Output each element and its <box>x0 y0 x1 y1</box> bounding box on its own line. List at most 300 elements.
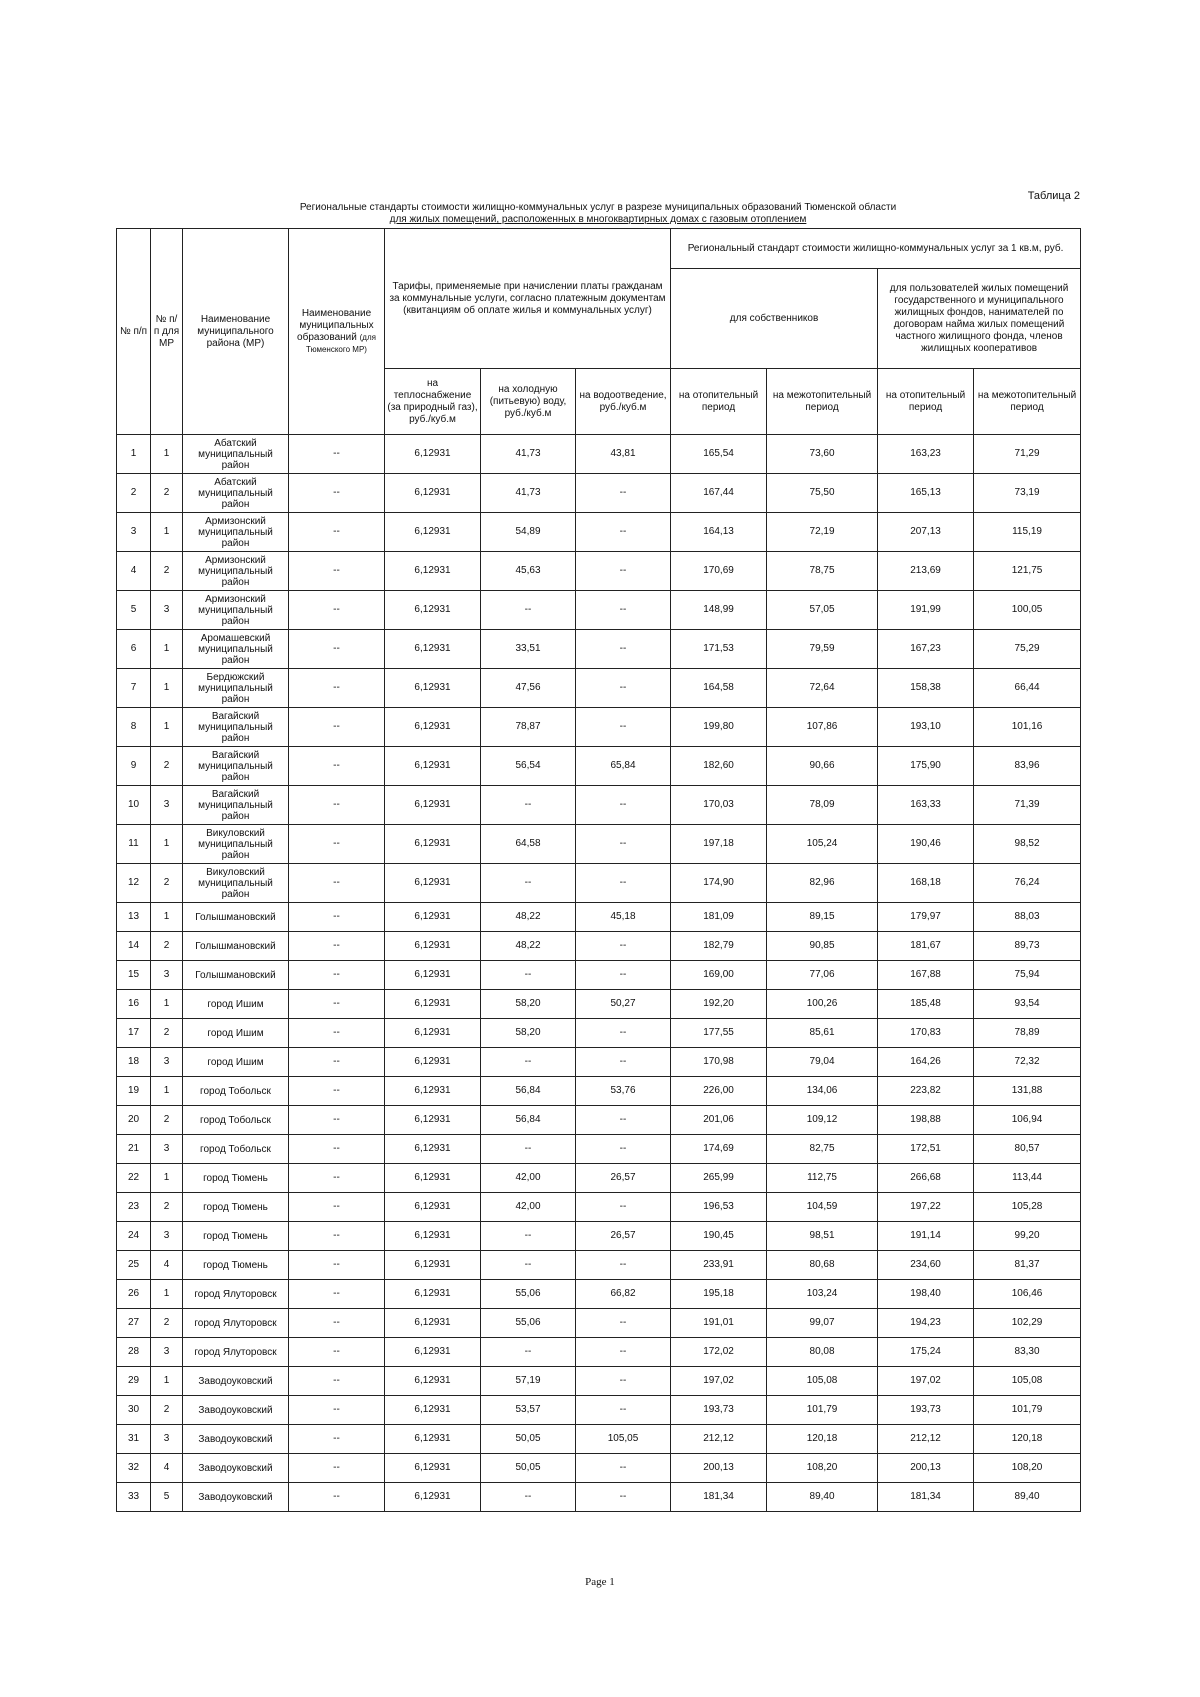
table-header <box>117 229 1081 435</box>
row-municipality: -- <box>289 669 385 708</box>
row-num: 29 <box>117 1367 151 1396</box>
row-municipality: -- <box>289 1251 385 1280</box>
row-num-mr: 1 <box>151 630 183 669</box>
row-drainage: -- <box>576 630 671 669</box>
row-num: 3 <box>117 513 151 552</box>
row-municipality: -- <box>289 903 385 932</box>
row-district: Заводоуковский <box>183 1454 289 1483</box>
row-tenants-heating: 165,13 <box>878 474 974 513</box>
row-num: 12 <box>117 864 151 903</box>
standards-table <box>116 228 1081 1512</box>
row-drainage: -- <box>576 669 671 708</box>
header-num: № п/п <box>117 229 151 435</box>
row-municipality: -- <box>289 630 385 669</box>
row-tenants-heating: 179,97 <box>878 903 974 932</box>
row-owners-non-heating: 101,79 <box>767 1396 878 1425</box>
row-heat-tariff: 6,12931 <box>385 1309 481 1338</box>
row-owners-non-heating: 79,04 <box>767 1048 878 1077</box>
row-tenants-heating: 198,40 <box>878 1280 974 1309</box>
row-drainage: -- <box>576 864 671 903</box>
table-row <box>117 1280 1081 1309</box>
row-owners-non-heating: 80,08 <box>767 1338 878 1367</box>
row-cold-water: 56,54 <box>481 747 576 786</box>
table-row <box>117 747 1081 786</box>
row-cold-water: 50,05 <box>481 1454 576 1483</box>
row-num-mr: 3 <box>151 1222 183 1251</box>
row-num: 25 <box>117 1251 151 1280</box>
header-municipality <box>289 229 385 435</box>
row-tenants-heating: 197,22 <box>878 1193 974 1222</box>
row-district: город Тобольск <box>183 1135 289 1164</box>
document-title <box>116 202 1080 226</box>
row-num: 1 <box>117 435 151 474</box>
header-district: Наименование муниципального района (МР) <box>183 229 289 435</box>
row-tenants-non-heating: 73,19 <box>974 474 1081 513</box>
row-num: 20 <box>117 1106 151 1135</box>
row-tenants-non-heating: 66,44 <box>974 669 1081 708</box>
row-cold-water: -- <box>481 1338 576 1367</box>
row-tenants-heating: 158,38 <box>878 669 974 708</box>
table-row <box>117 786 1081 825</box>
row-owners-heating: 164,58 <box>671 669 767 708</box>
row-cold-water: -- <box>481 1251 576 1280</box>
row-cold-water: 55,06 <box>481 1309 576 1338</box>
row-tenants-heating: 181,67 <box>878 932 974 961</box>
row-owners-non-heating: 112,75 <box>767 1164 878 1193</box>
row-num-mr: 1 <box>151 708 183 747</box>
row-cold-water: -- <box>481 864 576 903</box>
row-tenants-non-heating: 131,88 <box>974 1077 1081 1106</box>
row-cold-water: -- <box>481 591 576 630</box>
row-owners-heating: 170,98 <box>671 1048 767 1077</box>
header-drainage-tariff: на водоотведение, руб./куб.м <box>576 369 671 435</box>
row-tenants-heating: 191,14 <box>878 1222 974 1251</box>
row-owners-non-heating: 105,08 <box>767 1367 878 1396</box>
header-cold-water-tariff: на холодную (питьевую) воду, руб./куб.м <box>481 369 576 435</box>
row-heat-tariff: 6,12931 <box>385 1106 481 1135</box>
row-owners-heating: 197,18 <box>671 825 767 864</box>
row-owners-heating: 167,44 <box>671 474 767 513</box>
row-district: Заводоуковский <box>183 1367 289 1396</box>
table-row <box>117 1135 1081 1164</box>
row-drainage: -- <box>576 1251 671 1280</box>
table-row <box>117 961 1081 990</box>
row-heat-tariff: 6,12931 <box>385 1454 481 1483</box>
row-owners-heating: 199,80 <box>671 708 767 747</box>
header-tenants-heating: на отопительный период <box>878 369 974 435</box>
row-num-mr: 3 <box>151 1135 183 1164</box>
row-owners-non-heating: 104,59 <box>767 1193 878 1222</box>
row-tenants-heating: 191,99 <box>878 591 974 630</box>
row-owners-heating: 192,20 <box>671 990 767 1019</box>
table-row <box>117 1338 1081 1367</box>
row-cold-water: 42,00 <box>481 1164 576 1193</box>
row-municipality: -- <box>289 1077 385 1106</box>
row-municipality: -- <box>289 435 385 474</box>
row-owners-heating: 191,01 <box>671 1309 767 1338</box>
header-municipality-label: Наименование муниципальных образований <box>297 307 374 343</box>
row-num: 10 <box>117 786 151 825</box>
row-tenants-non-heating: 83,30 <box>974 1338 1081 1367</box>
row-municipality: -- <box>289 708 385 747</box>
header-owners: для собственников <box>671 269 878 369</box>
row-tenants-heating: 163,33 <box>878 786 974 825</box>
row-num: 14 <box>117 932 151 961</box>
row-district: Викуловский муниципальный район <box>183 825 289 864</box>
row-cold-water: 41,73 <box>481 474 576 513</box>
row-cold-water: 54,89 <box>481 513 576 552</box>
row-owners-non-heating: 78,75 <box>767 552 878 591</box>
row-municipality: -- <box>289 1193 385 1222</box>
row-num-mr: 2 <box>151 747 183 786</box>
row-owners-non-heating: 103,24 <box>767 1280 878 1309</box>
row-num: 16 <box>117 990 151 1019</box>
row-owners-heating: 165,54 <box>671 435 767 474</box>
row-num-mr: 3 <box>151 1048 183 1077</box>
row-district: Заводоуковский <box>183 1483 289 1512</box>
row-num-mr: 5 <box>151 1483 183 1512</box>
row-owners-heating: 181,09 <box>671 903 767 932</box>
row-owners-non-heating: 105,24 <box>767 825 878 864</box>
row-heat-tariff: 6,12931 <box>385 1048 481 1077</box>
row-municipality: -- <box>289 1019 385 1048</box>
row-tenants-heating: 163,23 <box>878 435 974 474</box>
row-cold-water: -- <box>481 786 576 825</box>
row-district: Абатский муниципальный район <box>183 435 289 474</box>
table-row <box>117 1396 1081 1425</box>
row-district: город Ялуторовск <box>183 1338 289 1367</box>
row-tenants-non-heating: 121,75 <box>974 552 1081 591</box>
row-tenants-heating: 207,13 <box>878 513 974 552</box>
row-district: Аромашевский муниципальный район <box>183 630 289 669</box>
row-owners-heating: 201,06 <box>671 1106 767 1135</box>
row-owners-non-heating: 120,18 <box>767 1425 878 1454</box>
row-tenants-heating: 175,24 <box>878 1338 974 1367</box>
row-tenants-heating: 197,02 <box>878 1367 974 1396</box>
row-owners-heating: 170,69 <box>671 552 767 591</box>
row-municipality: -- <box>289 1367 385 1396</box>
row-drainage: -- <box>576 825 671 864</box>
row-num: 17 <box>117 1019 151 1048</box>
row-num: 30 <box>117 1396 151 1425</box>
table-row <box>117 591 1081 630</box>
row-owners-heating: 181,34 <box>671 1483 767 1512</box>
row-tenants-heating: 190,46 <box>878 825 974 864</box>
row-heat-tariff: 6,12931 <box>385 903 481 932</box>
row-owners-non-heating: 99,07 <box>767 1309 878 1338</box>
row-cold-water: 53,57 <box>481 1396 576 1425</box>
row-owners-non-heating: 82,96 <box>767 864 878 903</box>
row-num-mr: 2 <box>151 1193 183 1222</box>
table-row <box>117 435 1081 474</box>
row-num-mr: 2 <box>151 1309 183 1338</box>
row-num-mr: 4 <box>151 1251 183 1280</box>
row-num: 15 <box>117 961 151 990</box>
row-heat-tariff: 6,12931 <box>385 932 481 961</box>
table-row <box>117 1425 1081 1454</box>
row-owners-non-heating: 73,60 <box>767 435 878 474</box>
row-municipality: -- <box>289 1338 385 1367</box>
table-row <box>117 1454 1081 1483</box>
row-tenants-non-heating: 89,73 <box>974 932 1081 961</box>
row-owners-non-heating: 90,85 <box>767 932 878 961</box>
row-owners-heating: 196,53 <box>671 1193 767 1222</box>
row-tenants-heating: 234,60 <box>878 1251 974 1280</box>
row-municipality: -- <box>289 1048 385 1077</box>
row-num: 28 <box>117 1338 151 1367</box>
row-tenants-non-heating: 100,05 <box>974 591 1081 630</box>
table-row <box>117 1106 1081 1135</box>
row-num-mr: 1 <box>151 903 183 932</box>
row-tenants-non-heating: 101,79 <box>974 1396 1081 1425</box>
row-heat-tariff: 6,12931 <box>385 864 481 903</box>
row-cold-water: 33,51 <box>481 630 576 669</box>
row-cold-water: -- <box>481 1483 576 1512</box>
row-num: 11 <box>117 825 151 864</box>
row-drainage: 43,81 <box>576 435 671 474</box>
row-num-mr: 1 <box>151 669 183 708</box>
row-heat-tariff: 6,12931 <box>385 1251 481 1280</box>
row-district: город Тюмень <box>183 1222 289 1251</box>
row-heat-tariff: 6,12931 <box>385 961 481 990</box>
row-tenants-heating: 175,90 <box>878 747 974 786</box>
row-drainage: -- <box>576 1396 671 1425</box>
table-row <box>117 474 1081 513</box>
row-tenants-non-heating: 88,03 <box>974 903 1081 932</box>
row-municipality: -- <box>289 1483 385 1512</box>
row-owners-non-heating: 57,05 <box>767 591 878 630</box>
row-num: 8 <box>117 708 151 747</box>
row-cold-water: 47,56 <box>481 669 576 708</box>
row-owners-heating: 174,90 <box>671 864 767 903</box>
row-owners-heating: 171,53 <box>671 630 767 669</box>
row-heat-tariff: 6,12931 <box>385 786 481 825</box>
row-num-mr: 2 <box>151 474 183 513</box>
row-owners-heating: 170,03 <box>671 786 767 825</box>
row-heat-tariff: 6,12931 <box>385 474 481 513</box>
row-num-mr: 1 <box>151 990 183 1019</box>
row-drainage: 45,18 <box>576 903 671 932</box>
row-owners-non-heating: 82,75 <box>767 1135 878 1164</box>
page-number: Page 1 <box>585 1576 615 1588</box>
row-municipality: -- <box>289 1309 385 1338</box>
row-municipality: -- <box>289 1454 385 1483</box>
row-tenants-heating: 181,34 <box>878 1483 974 1512</box>
row-owners-non-heating: 78,09 <box>767 786 878 825</box>
row-heat-tariff: 6,12931 <box>385 591 481 630</box>
row-owners-heating: 193,73 <box>671 1396 767 1425</box>
row-district: город Ялуторовск <box>183 1309 289 1338</box>
row-cold-water: 56,84 <box>481 1077 576 1106</box>
row-heat-tariff: 6,12931 <box>385 1396 481 1425</box>
row-drainage: 26,57 <box>576 1222 671 1251</box>
table-row <box>117 1251 1081 1280</box>
row-owners-heating: 148,99 <box>671 591 767 630</box>
row-district: Вагайский муниципальный район <box>183 708 289 747</box>
table-row <box>117 1019 1081 1048</box>
table-row <box>117 903 1081 932</box>
row-district: Вагайский муниципальный район <box>183 747 289 786</box>
row-tenants-heating: 167,88 <box>878 961 974 990</box>
row-tenants-non-heating: 75,94 <box>974 961 1081 990</box>
row-district: Армизонский муниципальный район <box>183 552 289 591</box>
table-label: Таблица 2 <box>1027 190 1080 202</box>
row-municipality: -- <box>289 1396 385 1425</box>
row-owners-non-heating: 89,15 <box>767 903 878 932</box>
row-tenants-heating: 213,69 <box>878 552 974 591</box>
row-num: 33 <box>117 1483 151 1512</box>
row-tenants-heating: 266,68 <box>878 1164 974 1193</box>
table-row <box>117 1367 1081 1396</box>
row-drainage: -- <box>576 1019 671 1048</box>
row-heat-tariff: 6,12931 <box>385 990 481 1019</box>
row-num: 32 <box>117 1454 151 1483</box>
header-tenants: для пользователей жилых помещений государственного и муниципального жилищных фондов, нанимателей по договорам найма жилых помещений частного жилищного фонда, членов жилищных кооперативов <box>878 269 1081 369</box>
row-district: Голышмановский <box>183 961 289 990</box>
row-drainage: -- <box>576 1338 671 1367</box>
row-owners-heating: 226,00 <box>671 1077 767 1106</box>
row-num: 24 <box>117 1222 151 1251</box>
row-tenants-non-heating: 101,16 <box>974 708 1081 747</box>
row-district: Заводоуковский <box>183 1396 289 1425</box>
row-municipality: -- <box>289 1106 385 1135</box>
row-tenants-non-heating: 93,54 <box>974 990 1081 1019</box>
row-drainage: -- <box>576 1367 671 1396</box>
row-owners-heating: 169,00 <box>671 961 767 990</box>
row-drainage: 65,84 <box>576 747 671 786</box>
row-municipality: -- <box>289 825 385 864</box>
row-drainage: -- <box>576 1135 671 1164</box>
row-heat-tariff: 6,12931 <box>385 1135 481 1164</box>
row-cold-water: 45,63 <box>481 552 576 591</box>
row-tenants-non-heating: 71,29 <box>974 435 1081 474</box>
row-num: 31 <box>117 1425 151 1454</box>
row-num-mr: 1 <box>151 435 183 474</box>
row-drainage: 50,27 <box>576 990 671 1019</box>
header-owners-heating: на отопительный период <box>671 369 767 435</box>
row-district: город Тюмень <box>183 1193 289 1222</box>
title-line-1: Региональные стандарты стоимости жилищно-коммунальных услуг в разрезе муниципальных образований Тюменской области <box>299 202 897 213</box>
row-cold-water: -- <box>481 961 576 990</box>
row-drainage: -- <box>576 1483 671 1512</box>
row-owners-heating: 174,69 <box>671 1135 767 1164</box>
row-district: город Тобольск <box>183 1077 289 1106</box>
row-cold-water: 55,06 <box>481 1280 576 1309</box>
row-drainage: -- <box>576 591 671 630</box>
row-cold-water: 78,87 <box>481 708 576 747</box>
row-tenants-heating: 194,23 <box>878 1309 974 1338</box>
row-drainage: -- <box>576 1106 671 1135</box>
title-line-2: для жилых помещений, расположенных в многоквартирных домах с газовым отоплением <box>389 214 807 225</box>
row-tenants-heating: 170,83 <box>878 1019 974 1048</box>
row-cold-water: -- <box>481 1222 576 1251</box>
row-num-mr: 1 <box>151 1077 183 1106</box>
row-num: 4 <box>117 552 151 591</box>
row-tenants-non-heating: 120,18 <box>974 1425 1081 1454</box>
row-owners-non-heating: 107,86 <box>767 708 878 747</box>
row-tenants-heating: 172,51 <box>878 1135 974 1164</box>
row-heat-tariff: 6,12931 <box>385 1483 481 1512</box>
row-drainage: -- <box>576 513 671 552</box>
row-num-mr: 4 <box>151 1454 183 1483</box>
header-tenants-non-heating: на межотопительный период <box>974 369 1081 435</box>
row-tenants-non-heating: 72,32 <box>974 1048 1081 1077</box>
row-num-mr: 3 <box>151 961 183 990</box>
row-owners-non-heating: 108,20 <box>767 1454 878 1483</box>
row-tenants-non-heating: 71,39 <box>974 786 1081 825</box>
header-num-mr: № п/п для МР <box>151 229 183 435</box>
row-owners-heating: 172,02 <box>671 1338 767 1367</box>
row-tenants-non-heating: 81,37 <box>974 1251 1081 1280</box>
row-heat-tariff: 6,12931 <box>385 1367 481 1396</box>
row-drainage: 66,82 <box>576 1280 671 1309</box>
row-tenants-non-heating: 99,20 <box>974 1222 1081 1251</box>
row-drainage: -- <box>576 1193 671 1222</box>
row-drainage: -- <box>576 932 671 961</box>
row-num: 18 <box>117 1048 151 1077</box>
row-municipality: -- <box>289 1164 385 1193</box>
row-cold-water: 42,00 <box>481 1193 576 1222</box>
row-district: Голышмановский <box>183 903 289 932</box>
row-heat-tariff: 6,12931 <box>385 552 481 591</box>
row-municipality: -- <box>289 1425 385 1454</box>
row-num: 5 <box>117 591 151 630</box>
row-tenants-non-heating: 106,94 <box>974 1106 1081 1135</box>
row-owners-heating: 195,18 <box>671 1280 767 1309</box>
row-tenants-non-heating: 102,29 <box>974 1309 1081 1338</box>
table-row <box>117 1483 1081 1512</box>
row-drainage: -- <box>576 708 671 747</box>
row-tenants-heating: 164,26 <box>878 1048 974 1077</box>
row-num-mr: 2 <box>151 1396 183 1425</box>
row-district: город Ишим <box>183 1019 289 1048</box>
row-num: 2 <box>117 474 151 513</box>
row-municipality: -- <box>289 474 385 513</box>
row-tenants-heating: 185,48 <box>878 990 974 1019</box>
row-heat-tariff: 6,12931 <box>385 825 481 864</box>
row-cold-water: 57,19 <box>481 1367 576 1396</box>
table-row <box>117 932 1081 961</box>
row-cold-water: 48,22 <box>481 903 576 932</box>
row-district: город Ялуторовск <box>183 1280 289 1309</box>
row-tenants-heating: 168,18 <box>878 864 974 903</box>
row-district: Вагайский муниципальный район <box>183 786 289 825</box>
row-heat-tariff: 6,12931 <box>385 1019 481 1048</box>
table-row <box>117 990 1081 1019</box>
row-district: Абатский муниципальный район <box>183 474 289 513</box>
table-row <box>117 1193 1081 1222</box>
row-tenants-non-heating: 76,24 <box>974 864 1081 903</box>
row-drainage: 53,76 <box>576 1077 671 1106</box>
row-drainage: 105,05 <box>576 1425 671 1454</box>
row-heat-tariff: 6,12931 <box>385 435 481 474</box>
row-municipality: -- <box>289 990 385 1019</box>
row-tenants-non-heating: 115,19 <box>974 513 1081 552</box>
table-row <box>117 1309 1081 1338</box>
row-num: 21 <box>117 1135 151 1164</box>
table-row <box>117 630 1081 669</box>
row-drainage: -- <box>576 474 671 513</box>
row-num: 6 <box>117 630 151 669</box>
row-owners-heating: 164,13 <box>671 513 767 552</box>
row-num-mr: 2 <box>151 864 183 903</box>
row-cold-water: 50,05 <box>481 1425 576 1454</box>
table-row <box>117 1222 1081 1251</box>
header-municipality-note: (для Тюменского МР) <box>306 332 376 354</box>
row-municipality: -- <box>289 864 385 903</box>
header-regional-standard: Региональный стандарт стоимости жилищно-коммунальных услуг за 1 кв.м, руб. <box>671 229 1081 269</box>
row-num: 9 <box>117 747 151 786</box>
